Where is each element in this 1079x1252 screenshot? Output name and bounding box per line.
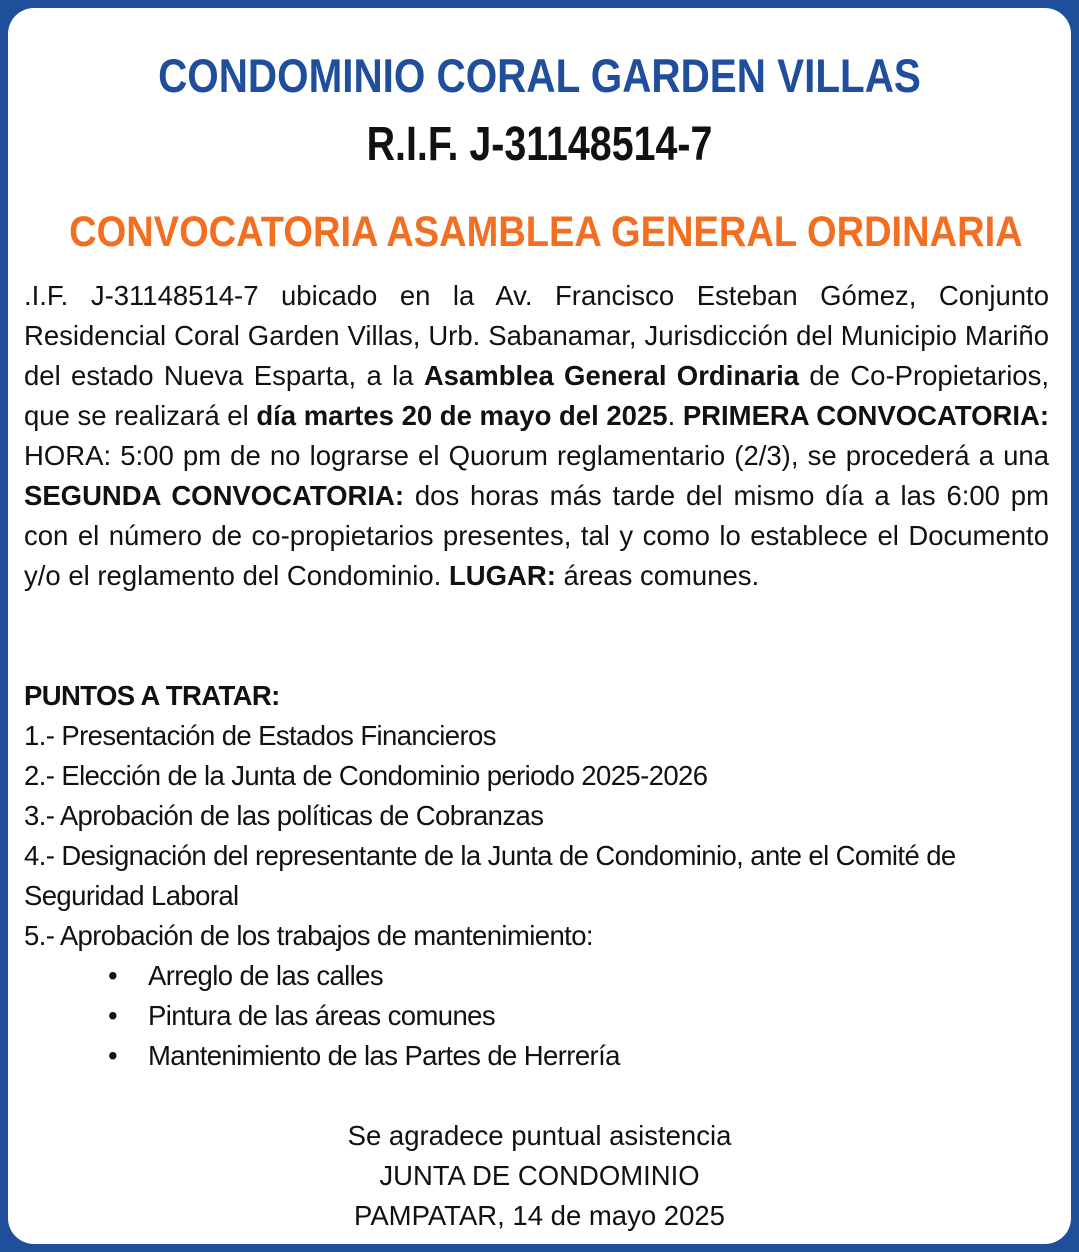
announcement-paragraph: [24, 276, 1049, 596]
text-segment: .I.F. J-31148514-7 ubicado en la Av. Francisco Esteban Gómez, Conjunto Residencial Coral Garden Villas, Urb. Sabanamar, Jurisdicción del Municipio Mariño del estado Nueva Esparta, a la: [24, 280, 1049, 391]
agenda: [24, 676, 1049, 1076]
text-segment: .: [667, 400, 683, 431]
text-segment: HORA: 5:00 pm de no lograrse el Quorum reglamentario (2/3), se procederá a una: [24, 440, 1049, 471]
place-label: LUGAR:: [448, 560, 556, 591]
condominium-title: CONDOMINIO CORAL GARDEN VILLAS: [158, 49, 921, 102]
agenda-item: 1.- Presentación de Estados Financieros: [24, 720, 496, 751]
signature-block: [8, 1116, 1071, 1236]
board-name: JUNTA DE CONDOMINIO: [379, 1160, 700, 1191]
agenda-item: 2.- Elección de la Junta de Condominio periodo 2025-2026: [24, 760, 708, 791]
first-call-label: PRIMERA CONVOCATORIA:: [682, 400, 1050, 431]
maintenance-item: • Arreglo de las calles: [108, 956, 1049, 996]
text-segment: de Co-Propietarios, que se realizará el: [24, 360, 1049, 431]
agenda-item: 3.- Aprobación de las políticas de Cobranzas: [24, 800, 544, 831]
meeting-date: día martes 20 de mayo del 2025: [256, 400, 668, 431]
rif-number: R.I.F. J-31148514-7: [366, 118, 713, 171]
maintenance-item: • Mantenimiento de las Partes de Herrería: [108, 1036, 1049, 1076]
maintenance-item: • Pintura de las áreas comunes: [108, 996, 1049, 1036]
place-date: PAMPATAR, 14 de mayo 2025: [354, 1200, 725, 1231]
agenda-heading: PUNTOS A TRATAR:: [24, 680, 280, 711]
text-segment: dos horas más tarde del mismo día a las 6:00 pm con el número de co-propietarios presentes, tal y como lo establece el Documento y/o el reglamento del Condominio.: [24, 480, 1049, 591]
agenda-item: 5.- Aprobación de los trabajos de mantenimiento:: [24, 920, 593, 951]
second-call-label: SEGUNDA CONVOCATORIA:: [24, 480, 405, 511]
thanks-line: Se agradece puntual asistencia: [347, 1120, 732, 1151]
agenda-item: 4.- Designación del representante de la Junta de Condominio, ante el Comité de Seguridad Laboral: [24, 840, 956, 911]
assembly-subtitle: CONVOCATORIA ASAMBLEA GENERAL ORDINARIA: [69, 208, 1023, 256]
maintenance-list: [24, 956, 1049, 1076]
text-segment: áreas comunes.: [555, 560, 760, 591]
notice-card: [8, 8, 1071, 1244]
bold-segment: Asamblea General Ordinaria: [423, 360, 800, 391]
